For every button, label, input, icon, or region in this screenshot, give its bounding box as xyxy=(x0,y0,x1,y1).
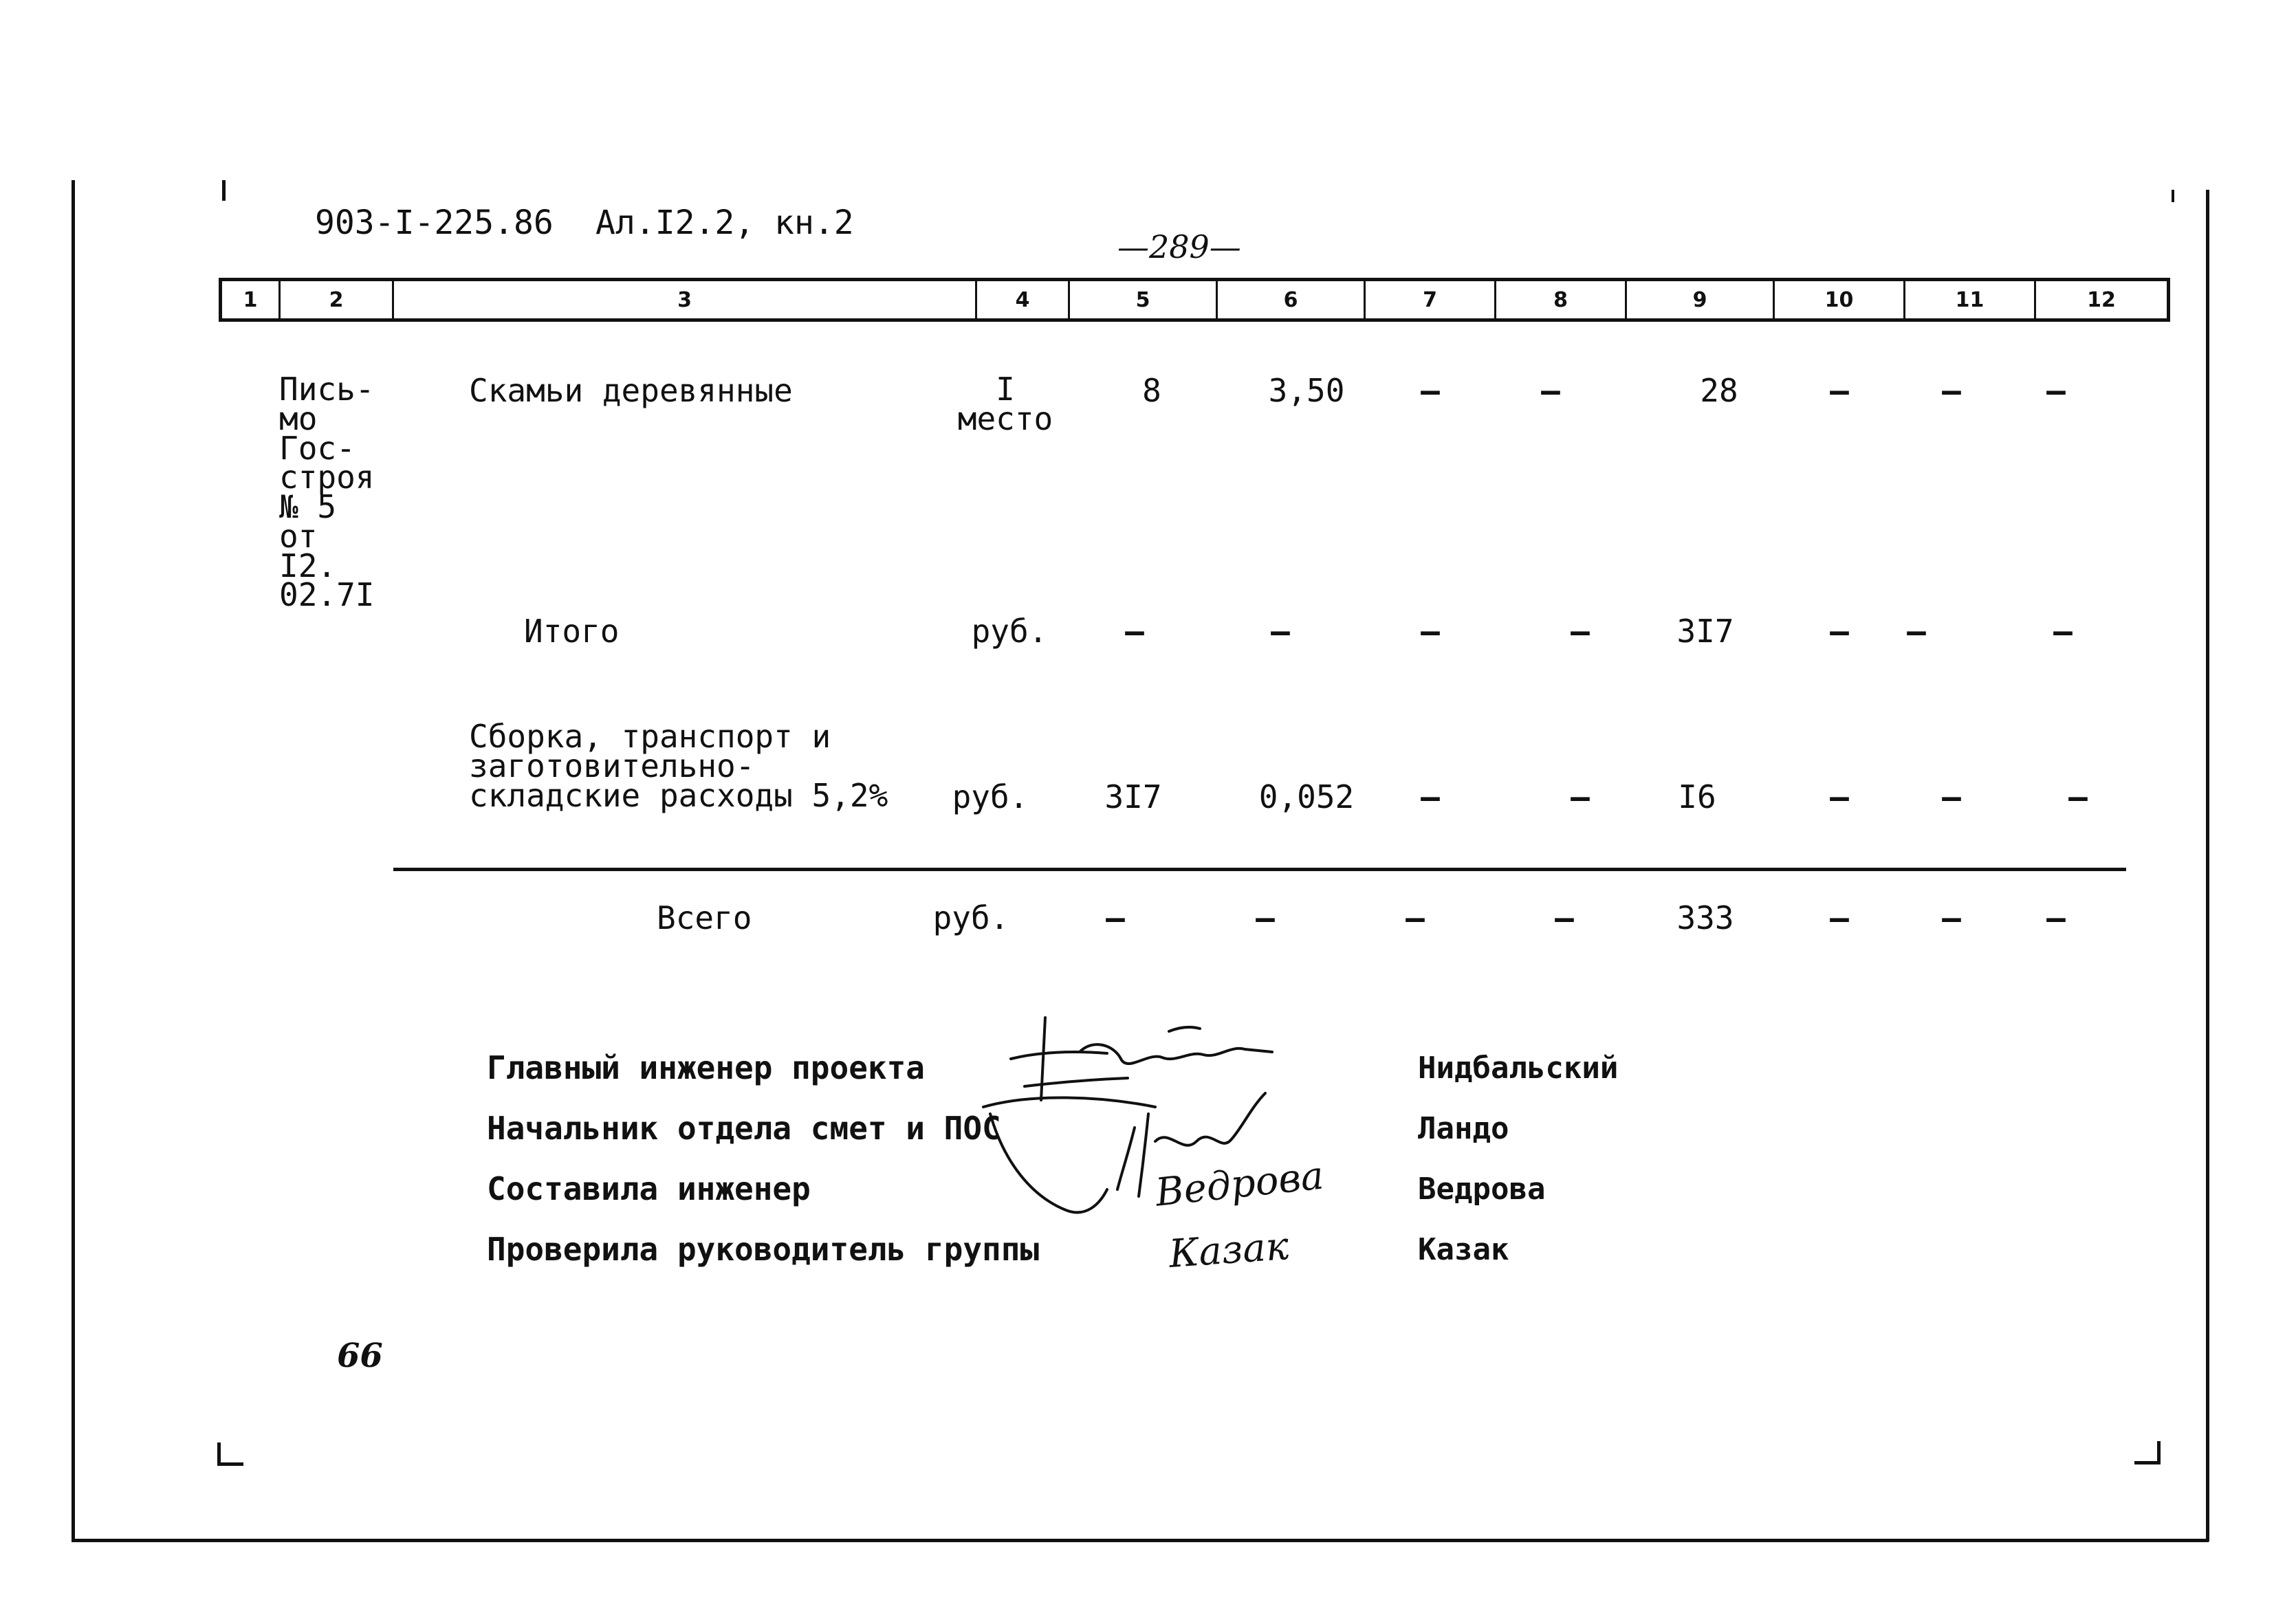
signature-name-chief-engineer: Нидбальский xyxy=(1418,1051,1619,1086)
row-1-price: 3,50 xyxy=(1268,372,1345,409)
handwritten-signature-3: Ведрова xyxy=(1153,1153,1326,1216)
row-4-col12: – xyxy=(2046,899,2066,936)
signature-name-checker: Казак xyxy=(1418,1232,1509,1267)
row-1-total: 28 xyxy=(1700,372,1738,409)
column-header-8: 8 xyxy=(1496,281,1627,318)
signature-role-chief-engineer: Главный инженер проекта xyxy=(487,1049,925,1086)
row-2-total: 3I7 xyxy=(1676,613,1734,650)
total-rule xyxy=(393,868,2126,871)
signature-role-department-head: Начальник отдела смет и ПОС xyxy=(487,1110,1001,1147)
row-2-col8: – xyxy=(1571,613,1590,650)
row-2-unit: руб. xyxy=(971,613,1048,650)
doc-code: 903-I-225.86 xyxy=(315,204,554,242)
row-1-col8: – xyxy=(1541,372,1560,409)
row-2-col7: – xyxy=(1421,613,1440,650)
sheet-number: 66 xyxy=(337,1337,383,1375)
column-header-2: 2 xyxy=(281,281,394,318)
frame-bottom-line xyxy=(72,1539,2209,1542)
album-reference: Ал.I2.2, кн.2 xyxy=(595,204,854,242)
frame-right-line xyxy=(2206,190,2209,1541)
row-3-base: 3I7 xyxy=(1104,778,1162,815)
handwritten-signature-4: Казак xyxy=(1167,1224,1291,1277)
row-2-col6: – xyxy=(1271,613,1290,650)
row-3-col8: – xyxy=(1571,778,1590,815)
column-header-1: 1 xyxy=(222,281,281,318)
column-header-12: 12 xyxy=(2087,287,2116,312)
signature-role-compiler: Составила инженер xyxy=(487,1170,811,1207)
column-header-11: 11 xyxy=(1905,281,2036,318)
row-3-total: I6 xyxy=(1678,778,1716,815)
row-2-col12: – xyxy=(2053,613,2073,650)
corner-mark-top-left xyxy=(222,180,226,201)
row-4-name: Всего xyxy=(657,899,752,936)
row-3-col10: – xyxy=(1830,778,1849,815)
row-2-col10: – xyxy=(1830,613,1849,650)
row-1-col7: – xyxy=(1421,372,1440,409)
row-3-col11: – xyxy=(1942,778,1961,815)
column-header-6: 6 xyxy=(1218,281,1366,318)
column-header-4: 4 xyxy=(977,281,1070,318)
row-3-name: Сборка, транспорт и заготовительно- складские расходы 5,2% xyxy=(469,718,888,814)
signature-name-compiler: Ведрова xyxy=(1418,1172,1546,1207)
row-3-col7: – xyxy=(1421,778,1440,815)
corner-mark-bottom-right-h xyxy=(2134,1461,2161,1464)
row-4-total: 333 xyxy=(1676,899,1734,936)
row-2-col5: – xyxy=(1125,613,1144,650)
row-3-rate: 0,052 xyxy=(1258,778,1355,815)
column-header-10: 10 xyxy=(1775,281,1905,318)
row-1-col11: – xyxy=(1942,372,1961,409)
row-1-name: Скамьи деревянные xyxy=(469,372,793,409)
column-header-5: 5 xyxy=(1070,281,1218,318)
row-4-col8: – xyxy=(1555,899,1574,936)
column-header xyxy=(219,278,2170,322)
column-header-3: 3 xyxy=(394,281,977,318)
row-1-col10: – xyxy=(1830,372,1849,409)
row-1-basis: Пись- мо Гос- строя № 5 от I2. 02.7I xyxy=(279,371,375,614)
column-header-7: 7 xyxy=(1366,281,1496,318)
page-number: —289— xyxy=(1117,228,1241,265)
frame-left-line xyxy=(72,180,75,1541)
row-3-col12: – xyxy=(2068,778,2088,815)
row-2-name: Итого xyxy=(524,613,620,650)
signature-name-department-head: Ландо xyxy=(1418,1111,1509,1146)
column-header-9: 9 xyxy=(1627,281,1775,318)
row-4-col11: – xyxy=(1942,899,1961,936)
row-4-col5: – xyxy=(1106,899,1125,936)
row-1-quantity: 8 xyxy=(1142,372,1161,409)
row-2-col11: – xyxy=(1907,613,1926,650)
row-4-col10: – xyxy=(1830,899,1849,936)
row-1-col12: – xyxy=(2046,372,2066,409)
row-1-unit: I место xyxy=(957,371,1053,437)
corner-mark-top-right xyxy=(2172,190,2174,202)
row-4-col7: – xyxy=(1406,899,1425,936)
row-4-unit: руб. xyxy=(932,899,1009,936)
corner-mark-bottom-left-h xyxy=(217,1462,243,1466)
signature-role-checker: Проверила руководитель группы xyxy=(487,1231,1040,1268)
row-3-unit: руб. xyxy=(952,778,1029,815)
row-4-col6: – xyxy=(1256,899,1275,936)
